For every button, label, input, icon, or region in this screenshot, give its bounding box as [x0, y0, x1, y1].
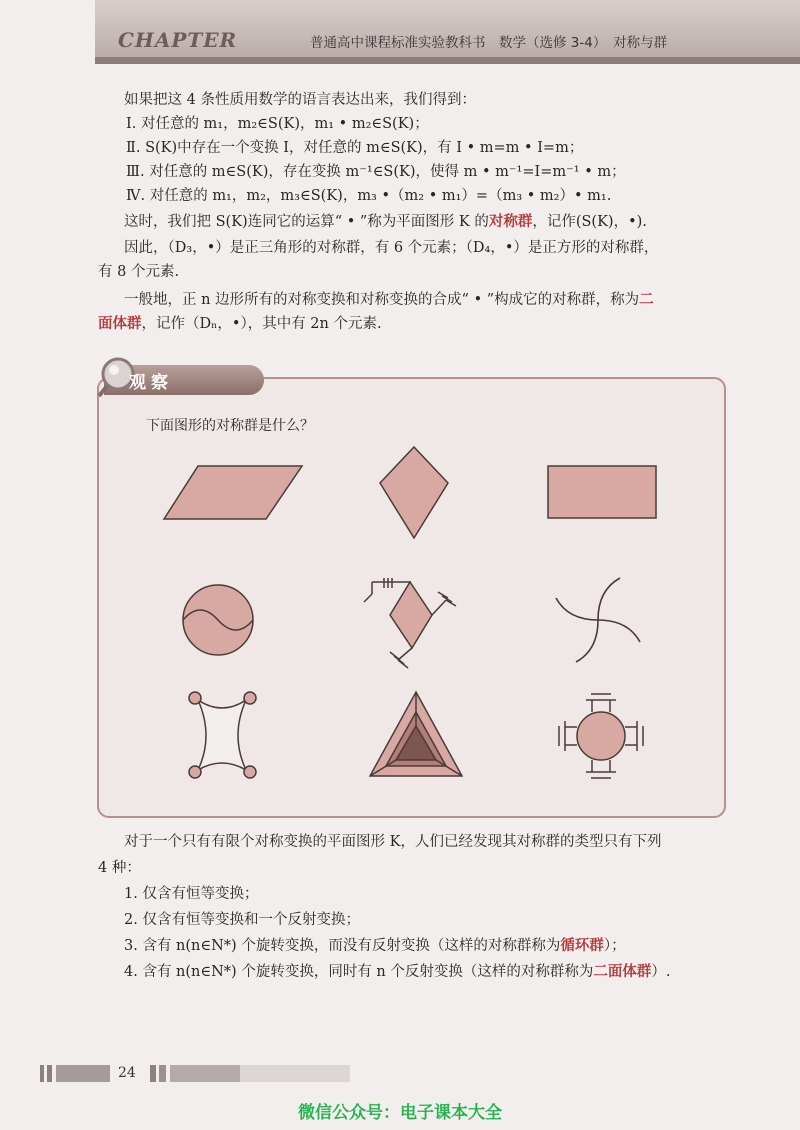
- page-number: 24: [118, 1065, 136, 1081]
- type-item-4: [124, 962, 671, 982]
- swirl-shape: [556, 578, 640, 662]
- book-title: 普通高中课程标准实验教科书 数学（选修 3-4） 对称与群: [310, 35, 668, 51]
- nested-triangle-shape: [370, 692, 462, 776]
- type-item-1: 1. 仅含有恒等变换；: [124, 886, 259, 902]
- general-post: ，记作（Dₙ，•），其中有 2n 个元素.: [141, 316, 382, 332]
- parallelogram-shape: [164, 466, 302, 519]
- property-3: Ⅲ. 对任意的 m∈S(K)，存在变换 m⁻¹∈S(K)，使得 m • m⁻¹=I=m⁻¹ • m；: [126, 164, 626, 180]
- term-dihedral-part1: 二: [639, 291, 654, 308]
- property-4: Ⅳ. 对任意的 m₁，m₂，m₃∈S(K)，m₃ •（m₂ • m₁）=（m₃ • m₂）• m₁.: [126, 188, 612, 204]
- item4-post: ）.: [651, 964, 671, 980]
- term-cyclic-group: 循环群: [560, 937, 604, 954]
- property-2: Ⅱ. S(K)中存在一个变换 I，对任意的 m∈S(K)，有 I • m=m • I=m；: [126, 140, 584, 156]
- term-symmetry-group: 对称群: [488, 213, 533, 230]
- observation-question: 下面图形的对称群是什么？: [146, 418, 314, 434]
- watermark-text: 微信公众号：电子课本大全: [298, 1103, 502, 1123]
- example-line-2: 有 8 个元素.: [98, 264, 180, 280]
- rhombus-shape: [380, 447, 448, 538]
- term-dihedral-part2: 面体群: [98, 315, 142, 332]
- example-line-1: 因此，（D₃，•）是正三角形的对称群，有 6 个元素；（D₄，•）是正方形的对称群，: [124, 240, 659, 256]
- sun-symbol-shape: [559, 694, 643, 778]
- rectangle-shape: [548, 466, 656, 518]
- observation-title: 观察: [129, 373, 173, 393]
- item4-pre: 4. 含有 n(n∈N*) 个旋转变换，同时有 n 个反射变换（这样的对称群称为: [124, 964, 594, 980]
- general-pre: 一般地，正 n 边形所有的对称变换和对称变换的合成“ • ”构成它的对称群，称为: [124, 292, 640, 308]
- curved-frame-shape: [189, 692, 256, 778]
- definition-post: ，记作(S(K)，•).: [532, 214, 647, 230]
- property-1: Ⅰ. 对任意的 m₁，m₂∈S(K)，m₁ • m₂∈S(K)；: [126, 116, 429, 132]
- chapter-label: CHAPTER: [118, 28, 238, 52]
- after-line-1: 对于一个只有有限个对称变换的平面图形 K，人们已经发现其对称群的类型只有下列: [124, 834, 662, 850]
- term-dihedral-group: 二面体群: [593, 963, 652, 980]
- type-item-3: [124, 936, 626, 956]
- after-line-2: 4 种：: [98, 860, 141, 876]
- item3-post: ）；: [603, 938, 626, 954]
- item3-pre: 3. 含有 n(n∈N*) 个旋转变换，而没有反射变换（这样的对称群称为: [124, 938, 561, 954]
- type-item-2: 2. 仅含有恒等变换和一个反射变换；: [124, 912, 360, 928]
- intro-text: 如果把这 4 条性质用数学的语言表达出来，我们得到：: [124, 92, 476, 108]
- footer-bar-left: [40, 1065, 110, 1082]
- footer-bar-right: [150, 1065, 350, 1082]
- definition-pre: 这时，我们把 S(K)连同它的运算“ • ”称为平面图形 K 的: [124, 214, 489, 230]
- z-flag-shape: [364, 578, 456, 668]
